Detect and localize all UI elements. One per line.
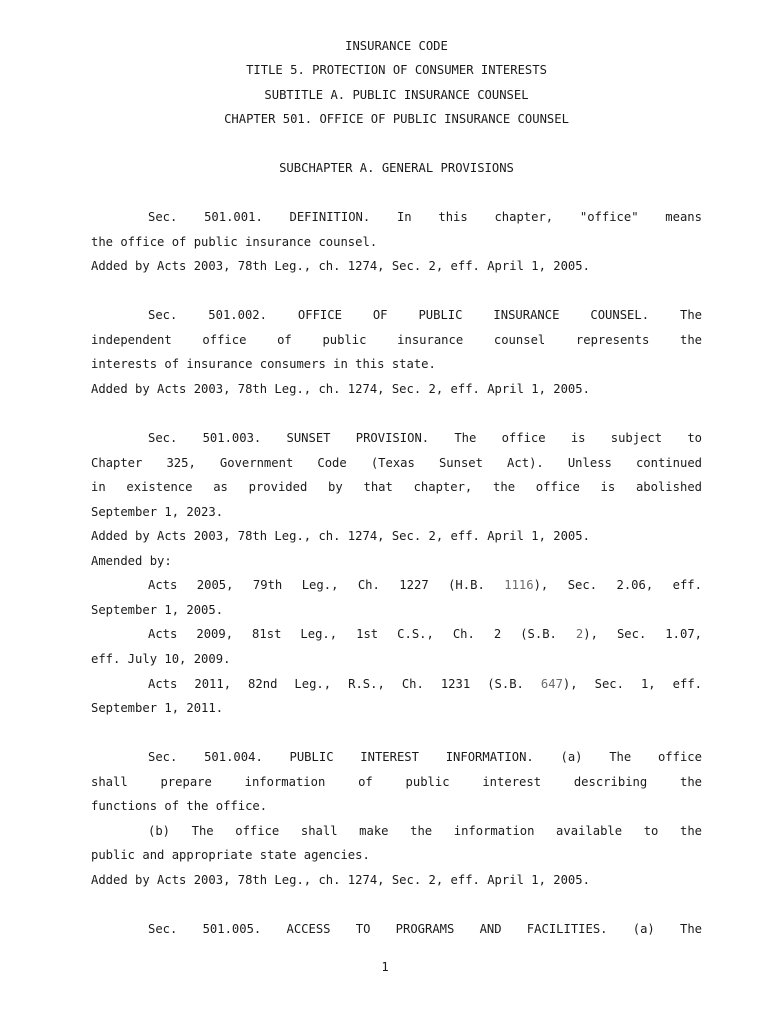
sec-501-004-history: Added by Acts 2003, 78th Leg., ch. 1274, Sec. 2, eff. April 1, 2005.: [91, 873, 590, 887]
sec-501-002-history: Added by Acts 2003, 78th Leg., ch. 1274, Sec. 2, eff. April 1, 2005.: [91, 382, 590, 396]
amendment-line: September 1, 2011.: [91, 701, 224, 715]
title-heading: TITLE 5. PROTECTION OF CONSUMER INTERESTS: [246, 63, 547, 77]
sec-501-002-line: Sec. 501.002. OFFICE OF PUBLIC INSURANCE COUNSEL. The: [148, 308, 702, 322]
amendment-line: [148, 626, 702, 642]
sec-501-004-line: functions of the office.: [91, 799, 268, 813]
amendment-text: Acts 2011, 82nd Leg., R.S., Ch. 1231 (S.B.: [148, 677, 541, 691]
amendment-line: [148, 676, 702, 692]
sec-501-004-line: Sec. 501.004. PUBLIC INTEREST INFORMATION. (a) The office: [148, 750, 702, 764]
amendment-text: Acts 2009, 81st Leg., 1st C.S., Ch. 2 (S.B.: [148, 627, 576, 641]
sec-501-003-line: September 1, 2023.: [91, 505, 224, 519]
sec-501-003-line: Chapter 325, Government Code (Texas Sunset Act). Unless continued: [91, 456, 702, 470]
bill-link-hb-1116[interactable]: 1116: [504, 578, 534, 592]
amended-by-label: Amended by:: [91, 554, 172, 568]
sec-501-001-line: the office of public insurance counsel.: [91, 235, 378, 249]
sec-501-004-line: public and appropriate state agencies.: [91, 848, 370, 862]
sec-501-001-line: Sec. 501.001. DEFINITION. In this chapter, "office" means: [148, 210, 702, 224]
sec-501-005-line: Sec. 501.005. ACCESS TO PROGRAMS AND FACILITIES. (a) The: [148, 922, 702, 936]
bill-link-sb-2[interactable]: 2: [575, 627, 584, 641]
sec-501-004-line: (b) The office shall make the information available to the: [148, 824, 702, 838]
amendment-line: [148, 577, 702, 593]
subtitle-heading: SUBTITLE A. PUBLIC INSURANCE COUNSEL: [264, 88, 529, 102]
bill-link-sb-647[interactable]: 647: [540, 677, 563, 691]
sec-501-003-line: Sec. 501.003. SUNSET PROVISION. The office is subject to: [148, 431, 702, 445]
amendment-line: September 1, 2005.: [91, 603, 224, 617]
page-number: 1: [381, 960, 389, 974]
amendment-text: Acts 2005, 79th Leg., Ch. 1227 (H.B.: [148, 578, 505, 592]
sec-501-001-history: Added by Acts 2003, 78th Leg., ch. 1274, Sec. 2, eff. April 1, 2005.: [91, 259, 590, 273]
sec-501-003-line: in existence as provided by that chapter, the office is abolished: [91, 480, 702, 494]
sec-501-002-line: interests of insurance consumers in this state.: [91, 357, 436, 371]
amendment-text: ), Sec. 1.07,: [583, 627, 702, 641]
amendment-text: ), Sec. 1, eff.: [562, 677, 703, 691]
subchapter-heading: SUBCHAPTER A. GENERAL PROVISIONS: [279, 161, 514, 175]
sec-501-002-line: independent office of public insurance counsel represents the: [91, 333, 702, 347]
amendment-text: ), Sec. 2.06, eff.: [533, 578, 702, 592]
sec-501-004-line: shall prepare information of public interest describing the: [91, 775, 702, 789]
sec-501-003-history: Added by Acts 2003, 78th Leg., ch. 1274, Sec. 2, eff. April 1, 2005.: [91, 529, 590, 543]
chapter-heading: CHAPTER 501. OFFICE OF PUBLIC INSURANCE COUNSEL: [224, 112, 569, 126]
code-heading: INSURANCE CODE: [345, 39, 448, 53]
amendment-line: eff. July 10, 2009.: [91, 652, 231, 666]
